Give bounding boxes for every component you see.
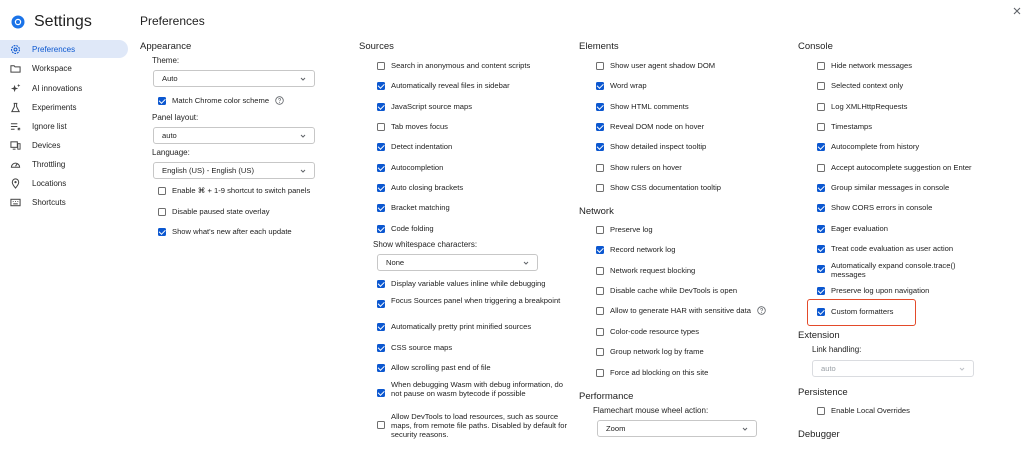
checkbox-label: Match Chrome color scheme: [172, 96, 270, 105]
theme-select-value: Auto: [162, 74, 178, 83]
checkbox-label: Automatically pretty print minified sources: [391, 322, 532, 331]
checkbox-box: [158, 187, 166, 195]
custom-formatters-highlight: [807, 299, 916, 326]
checkbox-box: [596, 328, 604, 336]
checkbox-label: Selected context only: [831, 81, 904, 90]
checkbox-label: Show CSS documentation tooltip: [610, 183, 722, 192]
elements-column: [579, 38, 791, 452]
checkbox-label: Hide network messages: [831, 61, 913, 70]
language-select-value: English (US) - English (US): [162, 166, 254, 175]
checkbox-box: [377, 143, 385, 151]
checkbox-box: [596, 307, 604, 315]
checkbox-box: [817, 287, 825, 295]
allow-load-resources-checkbox[interactable]: [377, 412, 571, 439]
checkbox-box: [596, 369, 604, 377]
checkbox-label: Code folding: [391, 224, 434, 233]
theme-label: Theme:: [152, 56, 180, 65]
sidebar-item-devices[interactable]: [0, 136, 128, 154]
gauge-icon: [9, 158, 21, 170]
appearance-heading: Appearance: [140, 41, 192, 52]
checkbox-label: Preserve log upon navigation: [831, 286, 930, 295]
focus-sources-checkbox[interactable]: [377, 296, 567, 308]
chevron-down-icon: [299, 167, 307, 175]
reveal-dom-checkbox[interactable]: [596, 122, 704, 131]
local-overrides-checkbox[interactable]: [817, 406, 910, 415]
checkbox-box: [596, 103, 604, 111]
panel-layout-label: Panel layout:: [152, 113, 199, 122]
list-icon: [9, 120, 21, 132]
chevron-down-icon: [299, 132, 307, 140]
checkbox-box: [817, 407, 825, 415]
sources-column: [359, 38, 571, 452]
match-color-scheme-checkbox[interactable]: [158, 96, 284, 105]
performance-heading: Performance: [579, 391, 634, 402]
checkbox-box: [377, 280, 385, 288]
css-docs-checkbox[interactable]: [596, 183, 721, 192]
checkbox-label: Eager evaluation: [831, 224, 888, 233]
checkbox-label: Automatically reveal files in sidebar: [391, 81, 510, 90]
rulers-checkbox[interactable]: [596, 163, 682, 172]
selected-context-checkbox[interactable]: [817, 81, 903, 90]
checkbox-box: [817, 184, 825, 192]
search-anonymous-checkbox[interactable]: [377, 61, 530, 70]
checkbox-box: [596, 184, 604, 192]
language-select[interactable]: [153, 162, 315, 179]
detect-indentation-checkbox[interactable]: [377, 142, 452, 151]
bracket-matching-checkbox[interactable]: [377, 203, 450, 212]
checkbox-box: [596, 123, 604, 131]
whitespace-select[interactable]: [377, 254, 538, 271]
checkbox-label: Allow DevTools to load resources, such as source maps, from remote file paths. Disabled by default for security reasons.: [391, 412, 568, 439]
close-icon[interactable]: [1012, 6, 1022, 16]
checkbox-box: [596, 267, 604, 275]
checkbox-box: [377, 364, 385, 372]
disable-cache-checkbox[interactable]: [596, 286, 737, 295]
flamechart-select[interactable]: [597, 420, 757, 437]
appearance-column: [140, 38, 350, 452]
checkbox-box: [377, 225, 385, 233]
panel-layout-select[interactable]: [153, 127, 315, 144]
debugger-heading: Debugger: [798, 429, 840, 440]
sidebar-item-label: Shortcuts: [32, 197, 66, 207]
checkbox-box: [596, 287, 604, 295]
checkbox-box: [377, 184, 385, 192]
flask-icon: [9, 101, 21, 113]
checkbox-label: Autocompletion: [391, 163, 444, 172]
checkbox-box: [377, 103, 385, 111]
sidebar-item-shortcuts[interactable]: [0, 193, 128, 211]
preserve-navigation-checkbox[interactable]: [817, 286, 929, 295]
flamechart-label: Flamechart mouse wheel action:: [593, 406, 709, 415]
checkbox-box: [596, 143, 604, 151]
link-handling-select[interactable]: [812, 360, 974, 377]
autocompletion-checkbox[interactable]: [377, 163, 443, 172]
checkbox-label: Record network log: [610, 245, 676, 254]
timestamps-checkbox[interactable]: [817, 122, 872, 131]
sparkle-icon: [9, 82, 21, 94]
checkbox-label: Allow to generate HAR with sensitive data: [610, 306, 751, 315]
checkbox-box: [817, 204, 825, 212]
accept-autocomplete-checkbox[interactable]: [817, 163, 972, 172]
checkbox-label: Group similar messages in console: [831, 183, 950, 192]
sources-heading: Sources: [359, 41, 394, 52]
checkbox-label: Treat code evaluation as user action: [831, 244, 954, 253]
help-icon[interactable]: [275, 96, 284, 105]
eager-evaluation-checkbox[interactable]: [817, 224, 888, 233]
group-similar-checkbox[interactable]: [817, 183, 949, 192]
checkbox-box: [377, 123, 385, 131]
checkbox-box: [596, 62, 604, 70]
sidebar-item-workspace[interactable]: [0, 59, 128, 77]
checkbox-box: [817, 82, 825, 90]
disable-paused-overlay-checkbox[interactable]: [158, 207, 270, 216]
checkbox-label: Autocomplete from history: [831, 142, 920, 151]
checkbox-label: Log XMLHttpRequests: [831, 102, 908, 111]
flamechart-select-value: Zoom: [606, 424, 626, 433]
checkbox-box: [817, 225, 825, 233]
checkbox-label: Enable ⌘ + 1-9 shortcut to switch panels: [172, 186, 311, 195]
allow-scrolling-checkbox[interactable]: [377, 363, 491, 372]
checkbox-box: [817, 62, 825, 70]
checkbox-label: Show rulers on hover: [610, 163, 682, 172]
panel-layout-select-value: auto: [162, 131, 177, 140]
chevron-down-icon: [741, 425, 749, 433]
checkbox-box: [596, 226, 604, 234]
checkbox-box: [817, 245, 825, 253]
theme-select[interactable]: [153, 70, 315, 87]
css-source-maps-checkbox[interactable]: [377, 343, 452, 352]
checkbox-box: [596, 348, 604, 356]
checkbox-label: Timestamps: [831, 122, 873, 131]
checkbox-label: Accept autocomplete suggestion on Enter: [831, 163, 972, 172]
checkbox-label: Network request blocking: [610, 266, 696, 275]
checkbox-label: Show what's new after each update: [172, 227, 292, 236]
hide-network-checkbox[interactable]: [817, 61, 912, 70]
link-handling-select-value: auto: [821, 364, 836, 373]
checkbox-label: Bracket matching: [391, 203, 450, 212]
checkbox-label: Color-code resource types: [610, 327, 700, 336]
help-icon[interactable]: [757, 306, 766, 315]
sidebar-item-label: Preferences: [32, 44, 76, 54]
sidebar-item-preferences[interactable]: [0, 40, 128, 58]
auto-reveal-checkbox[interactable]: [377, 81, 510, 90]
checkbox-box: [377, 344, 385, 352]
sidebar-item-experiments[interactable]: [0, 98, 128, 116]
keyboard-icon: [9, 196, 21, 208]
sidebar: [0, 0, 128, 452]
sidebar-item-throttling[interactable]: [0, 155, 128, 173]
console-column: [798, 38, 1008, 452]
whitespace-label: Show whitespace characters:: [373, 240, 478, 249]
expand-trace-checkbox[interactable]: [817, 261, 987, 279]
js-source-maps-checkbox[interactable]: [377, 102, 472, 111]
folder-icon: [9, 62, 21, 74]
html-comments-checkbox[interactable]: [596, 102, 689, 111]
checkbox-box: [817, 265, 825, 273]
tab-moves-focus-checkbox[interactable]: [377, 122, 448, 131]
checkbox-box: [377, 421, 385, 429]
checkbox-label: JavaScript source maps: [391, 102, 473, 111]
page-title: Preferences: [140, 14, 205, 28]
checkbox-label: Reveal DOM node on hover: [610, 122, 705, 131]
checkbox-label: Word wrap: [610, 81, 647, 90]
sidebar-item-label: Throttling: [32, 159, 66, 169]
sidebar-item-label: Experiments: [32, 102, 77, 112]
checkbox-label: When debugging Wasm with debug information, do not pause on wasm bytecode if possible: [391, 380, 563, 398]
checkbox-box: [817, 143, 825, 151]
devices-icon: [9, 139, 21, 151]
elements-heading: Elements: [579, 41, 619, 52]
gear-icon: [9, 43, 21, 55]
devtools-logo-icon: [11, 15, 25, 29]
auto-pretty-print-checkbox[interactable]: [377, 322, 531, 331]
checkbox-label: Group network log by frame: [610, 347, 704, 356]
sidebar-item-ignore-list[interactable]: [0, 117, 128, 135]
checkbox-box: [158, 208, 166, 216]
checkbox-box: [377, 164, 385, 172]
checkbox-label: Auto closing brackets: [391, 183, 464, 192]
checkbox-box: [817, 123, 825, 131]
checkbox-label: Automatically expand console.trace() messages: [831, 261, 956, 279]
persistence-heading: Persistence: [798, 387, 848, 398]
force-ad-blocking-checkbox[interactable]: [596, 368, 708, 377]
checkbox-box: [377, 62, 385, 70]
group-by-frame-checkbox[interactable]: [596, 347, 704, 356]
checkbox-label: Show CORS errors in console: [831, 203, 933, 212]
app-header: [11, 12, 92, 32]
enable-panel-shortcut-checkbox[interactable]: [158, 186, 310, 195]
network-heading: Network: [579, 206, 614, 217]
preserve-log-checkbox[interactable]: [596, 225, 653, 234]
wasm-no-pause-checkbox[interactable]: [377, 380, 567, 398]
checkbox-box: [377, 323, 385, 331]
shadow-dom-checkbox[interactable]: [596, 61, 715, 70]
checkbox-label: CSS source maps: [391, 343, 453, 352]
checkbox-label: Show user agent shadow DOM: [610, 61, 716, 70]
log-xhr-checkbox[interactable]: [817, 102, 907, 111]
color-code-checkbox[interactable]: [596, 327, 699, 336]
checkbox-box: [817, 103, 825, 111]
checkbox-box: [158, 228, 166, 236]
auto-closing-brackets-checkbox[interactable]: [377, 183, 463, 192]
whitespace-select-value: None: [386, 258, 405, 267]
checkbox-label: Preserve log: [610, 225, 653, 234]
link-handling-label: Link handling:: [812, 345, 862, 354]
sidebar-item-label: Workspace: [32, 63, 72, 73]
checkbox-label: Custom formatters: [831, 307, 894, 316]
checkbox-label: Tab moves focus: [391, 122, 448, 131]
display-inline-values-checkbox[interactable]: [377, 279, 546, 288]
show-whats-new-checkbox[interactable]: [158, 227, 292, 236]
checkbox-box: [377, 389, 385, 397]
har-sensitive-checkbox[interactable]: [596, 306, 766, 315]
checkbox-box: [596, 82, 604, 90]
checkbox-box: [817, 164, 825, 172]
language-label: Language:: [152, 148, 190, 157]
sidebar-item-ai-innovations[interactable]: [0, 79, 128, 97]
checkbox-box: [596, 246, 604, 254]
pin-icon: [9, 177, 21, 189]
treat-user-action-checkbox[interactable]: [817, 244, 953, 253]
sidebar-item-label: AI innovations: [32, 83, 83, 93]
chevron-down-icon: [522, 259, 530, 267]
sidebar-item-label: Ignore list: [32, 121, 67, 131]
sidebar-item-label: Locations: [32, 178, 67, 188]
checkbox-label: Disable paused state overlay: [172, 207, 270, 216]
checkbox-box: [377, 204, 385, 212]
console-heading: Console: [798, 41, 833, 52]
checkbox-label: Enable Local Overrides: [831, 406, 910, 415]
checkbox-label: Show HTML comments: [610, 102, 689, 111]
code-folding-checkbox[interactable]: [377, 224, 434, 233]
chevron-down-icon: [958, 365, 966, 373]
request-blocking-checkbox[interactable]: [596, 266, 695, 275]
checkbox-box: [596, 164, 604, 172]
sidebar-item-label: Devices: [32, 140, 61, 150]
checkbox-box: [158, 97, 166, 105]
app-title: Settings: [34, 13, 92, 30]
checkbox-label: Display variable values inline while debugging: [391, 279, 546, 288]
checkbox-label: Force ad blocking on this site: [610, 368, 709, 377]
sidebar-item-locations[interactable]: [0, 174, 128, 192]
extension-heading: Extension: [798, 330, 840, 341]
checkbox-label: Search in anonymous and content scripts: [391, 61, 531, 70]
checkbox-label: Disable cache while DevTools is open: [610, 286, 738, 295]
autocomplete-history-checkbox[interactable]: [817, 142, 919, 151]
detailed-tooltip-checkbox[interactable]: [596, 142, 706, 151]
cors-errors-checkbox[interactable]: [817, 203, 932, 212]
checkbox-box: [377, 300, 385, 308]
record-network-log-checkbox[interactable]: [596, 245, 675, 254]
word-wrap-checkbox[interactable]: [596, 81, 647, 90]
checkbox-label: Allow scrolling past end of file: [391, 363, 491, 372]
chevron-down-icon: [299, 75, 307, 83]
checkbox-label: Show detailed inspect tooltip: [610, 142, 707, 151]
checkbox-label: Detect indentation: [391, 142, 453, 151]
checkbox-box: [377, 82, 385, 90]
checkbox-label: Focus Sources panel when triggering a breakpoint: [391, 296, 561, 305]
